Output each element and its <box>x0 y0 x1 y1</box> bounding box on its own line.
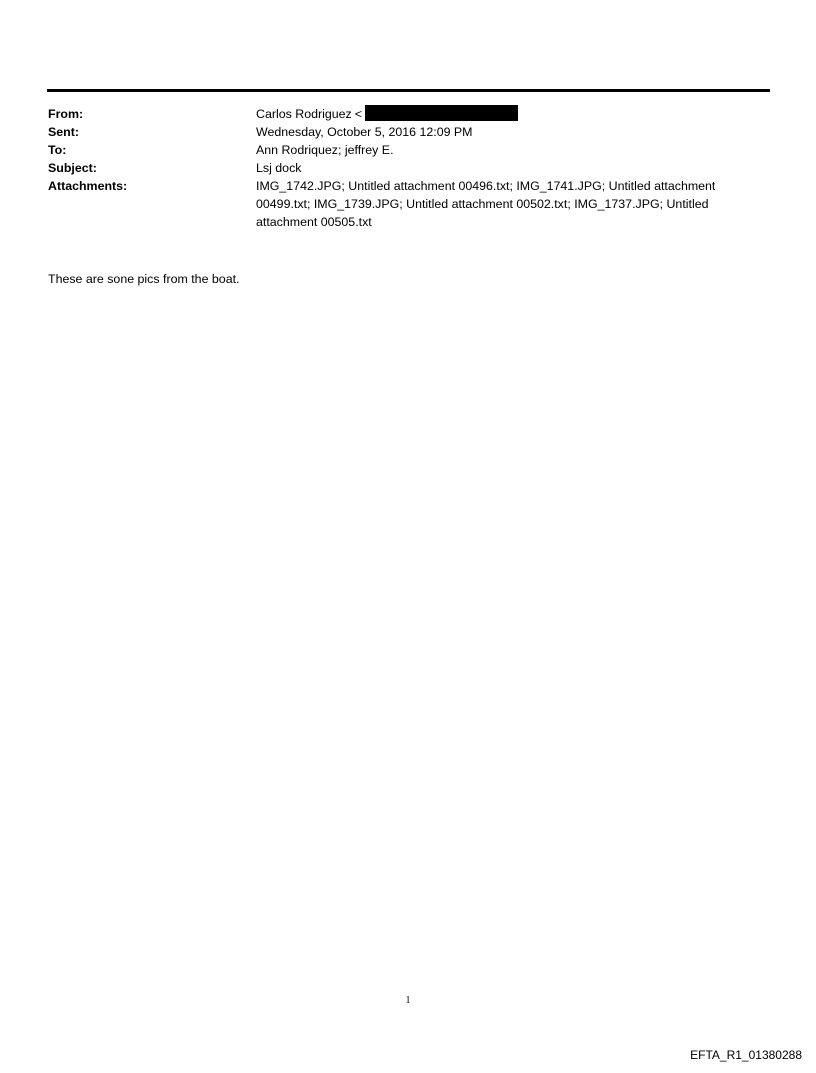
to-label: To: <box>48 143 67 157</box>
sender-email-open-bracket: < <box>354 107 362 121</box>
redaction-box <box>365 105 518 121</box>
header-row-sent <box>48 123 758 141</box>
from-value <box>256 105 758 123</box>
subject-value: Lsj dock <box>256 161 302 175</box>
sent-value: Wednesday, October 5, 2016 12:09 PM <box>256 125 473 139</box>
sender-name: Carlos Rodriguez <box>256 107 352 121</box>
email-header-block <box>48 105 758 231</box>
header-row-from <box>48 105 758 123</box>
header-row-subject <box>48 159 758 177</box>
email-body: These are sone pics from the boat. <box>48 272 240 286</box>
from-label: From: <box>48 107 84 121</box>
attachments-label: Attachments: <box>48 179 128 193</box>
attachments-value: IMG_1742.JPG; Untitled attachment 00496.txt; IMG_1741.JPG; Untitled attachment 00499.txt; IMG_1739.JPG; Untitled attachment 00502.txt; IMG_1737.JPG; Untitled attachment 00505.txt <box>256 179 716 229</box>
to-value: Ann Rodriquez; jeffrey E. <box>256 143 394 157</box>
header-divider <box>47 89 770 92</box>
bates-number: EFTA_R1_01380288 <box>690 1048 802 1062</box>
subject-label: Subject: <box>48 161 97 175</box>
page-number: 1 <box>405 995 411 1006</box>
sent-label: Sent: <box>48 125 79 139</box>
header-row-to <box>48 141 758 159</box>
header-row-attachments <box>48 177 758 231</box>
